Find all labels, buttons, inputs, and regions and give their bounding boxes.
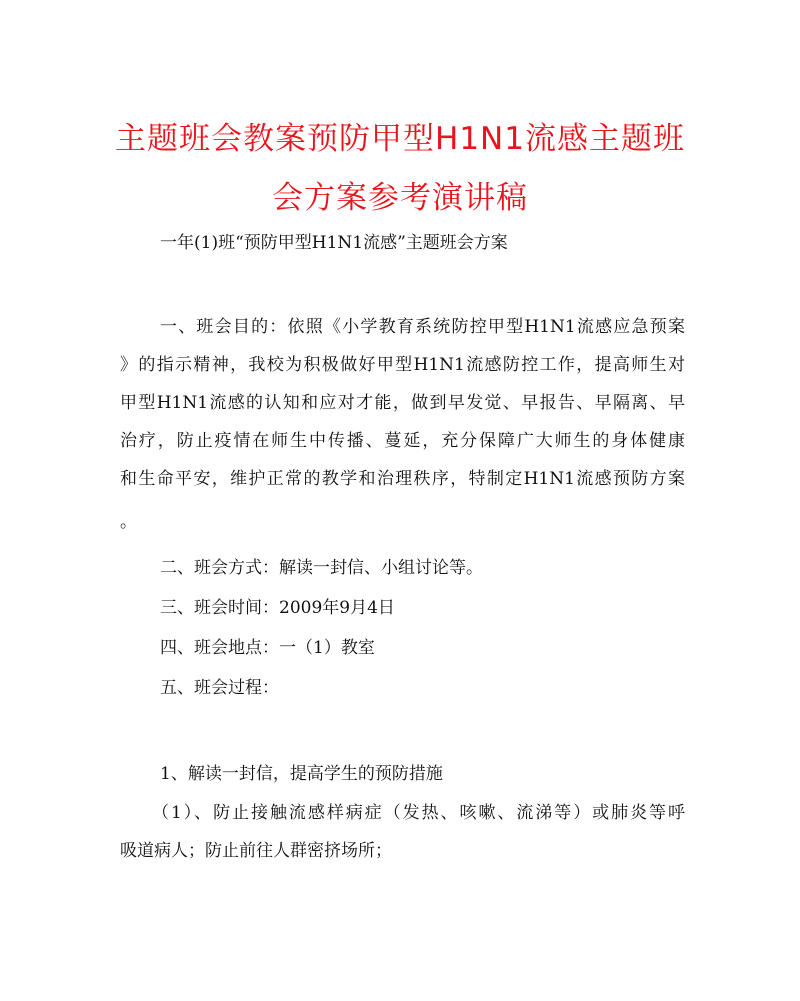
meeting-location: 四、班会地点：一（1）教室 [160,638,375,658]
meeting-method: 二、班会方式：解读一封信、小组讨论等。 [160,558,483,578]
measure-line: 吸道病人；防止前往人群密挤场所； [120,841,392,861]
title-line-2: 会方案参考演讲稿 [272,180,528,216]
measure-line: （1）、防止接触流感样病症（发热、咳嗽、流涕等）或肺炎等呼 [152,803,685,823]
meeting-process: 五、班会过程： [160,678,279,698]
purpose-line: 治疗，防止疫情在师生中传播、蔓延，充分保障广大师生的身体健康 [120,431,685,451]
purpose-line: 》的指示精神，我校为积极做好甲型H1N1流感防控工作，提高师生对 [120,355,685,375]
purpose-line: 甲型H1N1流感的认知和应对才能，做到早发觉、早报告、早隔离、早 [120,393,685,413]
plan-subtitle: 一年(1)班“预防甲型H1N1流感”主题班会方案 [160,233,508,253]
purpose-line: 和生命平安，维护正常的教学和治理秩序，特制定H1N1流感预防方案 [120,469,685,489]
purpose-line: 一、班会目的：依照《小学教育系统防控甲型H1N1流感应急预案 [160,317,685,337]
title-line-1: 主题班会教案预防甲型H1N1流感主题班 [115,121,685,157]
meeting-time: 三、班会时间：2009年9月4日 [160,598,395,618]
purpose-line: 。 [120,512,137,532]
process-step-1: 1、解读一封信，提高学生的预防措施 [160,764,443,784]
